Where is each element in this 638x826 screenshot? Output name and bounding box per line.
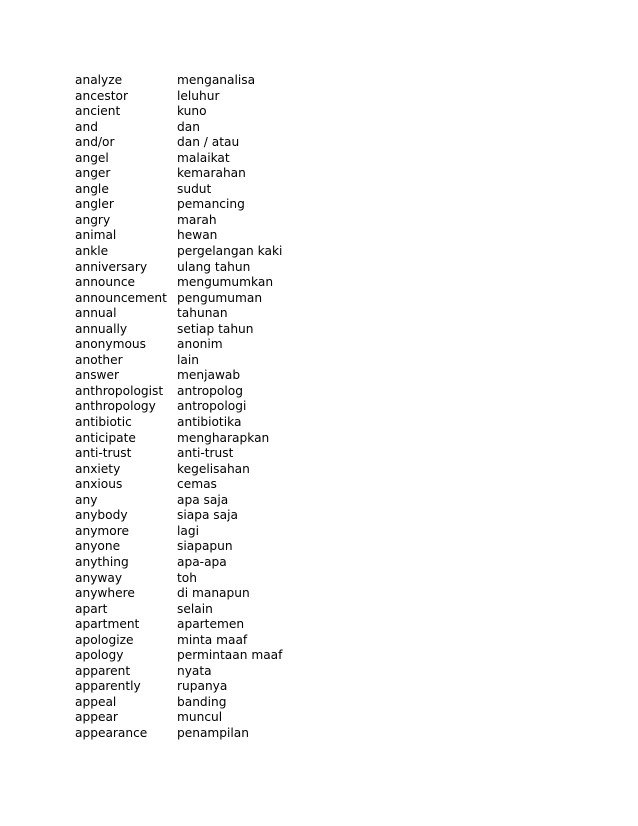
english-term: anticipate: [75, 430, 136, 445]
glossary-row: [75, 633, 555, 649]
english-term: and/or: [75, 135, 115, 150]
indonesian-translation: ulang tahun: [177, 259, 251, 274]
indonesian-translation: kegelisahan: [177, 461, 250, 476]
english-term: apartment: [75, 617, 140, 632]
glossary-row: [75, 182, 555, 198]
english-term: anonymous: [75, 337, 146, 352]
glossary-row: [75, 384, 555, 400]
indonesian-translation: siapapun: [177, 539, 233, 554]
english-term: another: [75, 352, 123, 367]
glossary-row: [75, 322, 555, 338]
indonesian-translation: toh: [177, 570, 197, 585]
glossary-row: [75, 213, 555, 229]
glossary-row: [75, 462, 555, 478]
english-term: anything: [75, 554, 129, 569]
glossary-row: [75, 135, 555, 151]
glossary-row: [75, 244, 555, 260]
english-term: anthropology: [75, 399, 156, 414]
glossary-row: [75, 228, 555, 244]
glossary-row: [75, 415, 555, 431]
glossary-row: [75, 260, 555, 276]
indonesian-translation: antibiotika: [177, 415, 242, 430]
indonesian-translation: menjawab: [177, 368, 241, 383]
glossary-row: [75, 337, 555, 353]
glossary-row: [75, 353, 555, 369]
english-term: annually: [75, 321, 128, 336]
indonesian-translation: leluhur: [177, 88, 220, 103]
glossary-row: [75, 539, 555, 555]
english-term: anyone: [75, 539, 121, 554]
indonesian-translation: hewan: [177, 228, 218, 243]
glossary-row: [75, 368, 555, 384]
english-term: apart: [75, 601, 108, 616]
english-term: anymore: [75, 523, 129, 538]
english-term: apparent: [75, 663, 131, 678]
glossary-row: [75, 104, 555, 120]
glossary-row: [75, 151, 555, 167]
english-term: animal: [75, 228, 117, 243]
indonesian-translation: kemarahan: [177, 166, 246, 181]
indonesian-translation: pergelangan kaki: [177, 244, 283, 259]
english-term: anti-trust: [75, 446, 132, 461]
english-term: angry: [75, 212, 111, 227]
glossary-row: [75, 555, 555, 571]
indonesian-translation: penampilan: [177, 725, 250, 740]
english-term: anthropologist: [75, 383, 164, 398]
english-term: ankle: [75, 244, 109, 259]
indonesian-translation: pengumuman: [177, 290, 263, 305]
indonesian-translation: setiap tahun: [177, 321, 254, 336]
english-term: announce: [75, 275, 136, 290]
english-term: apologize: [75, 632, 134, 647]
indonesian-translation: mengumumkan: [177, 275, 274, 290]
indonesian-translation: siapa saja: [177, 508, 238, 523]
english-term: analyze: [75, 73, 123, 87]
indonesian-translation: dan / atau: [177, 135, 240, 150]
glossary-row: [75, 586, 555, 602]
english-term: angle: [75, 181, 109, 196]
indonesian-translation: kuno: [177, 104, 207, 119]
english-term: appear: [75, 710, 118, 725]
english-term: announcement: [75, 290, 167, 305]
glossary-row: [75, 291, 555, 307]
glossary-table: [75, 73, 555, 742]
indonesian-translation: mengharapkan: [177, 430, 270, 445]
english-term: anybody: [75, 508, 128, 523]
indonesian-translation: muncul: [177, 710, 223, 725]
indonesian-translation: permintaan maaf: [177, 648, 283, 663]
english-term: anywhere: [75, 586, 135, 601]
english-term: annual: [75, 306, 117, 321]
english-term: anxiety: [75, 461, 121, 476]
english-term: anniversary: [75, 259, 148, 274]
glossary-row: [75, 726, 555, 742]
glossary-row: [75, 166, 555, 182]
english-term: antibiotic: [75, 415, 132, 430]
english-term: angler: [75, 197, 114, 212]
glossary-row: [75, 197, 555, 213]
indonesian-translation: banding: [177, 694, 227, 709]
indonesian-translation: rupanya: [177, 679, 228, 694]
glossary-row: [75, 399, 555, 415]
english-term: anger: [75, 166, 111, 181]
english-term: any: [75, 492, 98, 507]
english-term: answer: [75, 368, 120, 383]
glossary-row: [75, 477, 555, 493]
glossary-row: [75, 524, 555, 540]
indonesian-translation: malaikat: [177, 150, 230, 165]
english-term: apparently: [75, 679, 141, 694]
english-term: and: [75, 119, 98, 134]
indonesian-translation: nyata: [177, 663, 212, 678]
english-term: anxious: [75, 477, 123, 492]
glossary-row: [75, 275, 555, 291]
indonesian-translation: apa-apa: [177, 554, 227, 569]
english-term: angel: [75, 150, 109, 165]
glossary-row: [75, 695, 555, 711]
indonesian-translation: anti-trust: [177, 446, 234, 461]
glossary-row: [75, 571, 555, 587]
glossary-row: [75, 120, 555, 136]
indonesian-translation: minta maaf: [177, 632, 248, 647]
glossary-row: [75, 602, 555, 618]
indonesian-translation: tahunan: [177, 306, 228, 321]
indonesian-translation: cemas: [177, 477, 217, 492]
indonesian-translation: antropolog: [177, 383, 243, 398]
indonesian-translation: dan: [177, 119, 200, 134]
glossary-row: [75, 679, 555, 695]
english-term: apology: [75, 648, 124, 663]
glossary-row: [75, 89, 555, 105]
indonesian-translation: sudut: [177, 181, 212, 196]
glossary-row: [75, 306, 555, 322]
glossary-row: [75, 664, 555, 680]
glossary-row: [75, 446, 555, 462]
indonesian-translation: di manapun: [177, 586, 250, 601]
indonesian-translation: marah: [177, 212, 217, 227]
indonesian-translation: apa saja: [177, 492, 229, 507]
english-term: appearance: [75, 725, 148, 740]
glossary-row: [75, 648, 555, 664]
glossary-row: [75, 431, 555, 447]
english-term: ancient: [75, 104, 121, 119]
indonesian-translation: lagi: [177, 523, 199, 538]
english-term: ancestor: [75, 88, 128, 103]
indonesian-translation: anonim: [177, 337, 223, 352]
glossary-row: [75, 710, 555, 726]
indonesian-translation: menganalisa: [177, 73, 256, 87]
indonesian-translation: lain: [177, 352, 199, 367]
glossary-row: [75, 493, 555, 509]
glossary-row: [75, 508, 555, 524]
english-term: anyway: [75, 570, 123, 585]
indonesian-translation: apartemen: [177, 617, 245, 632]
indonesian-translation: antropologi: [177, 399, 247, 414]
glossary-row: [75, 73, 555, 89]
indonesian-translation: pemancing: [177, 197, 245, 212]
english-term: appeal: [75, 694, 117, 709]
indonesian-translation: selain: [177, 601, 213, 616]
glossary-row: [75, 617, 555, 633]
